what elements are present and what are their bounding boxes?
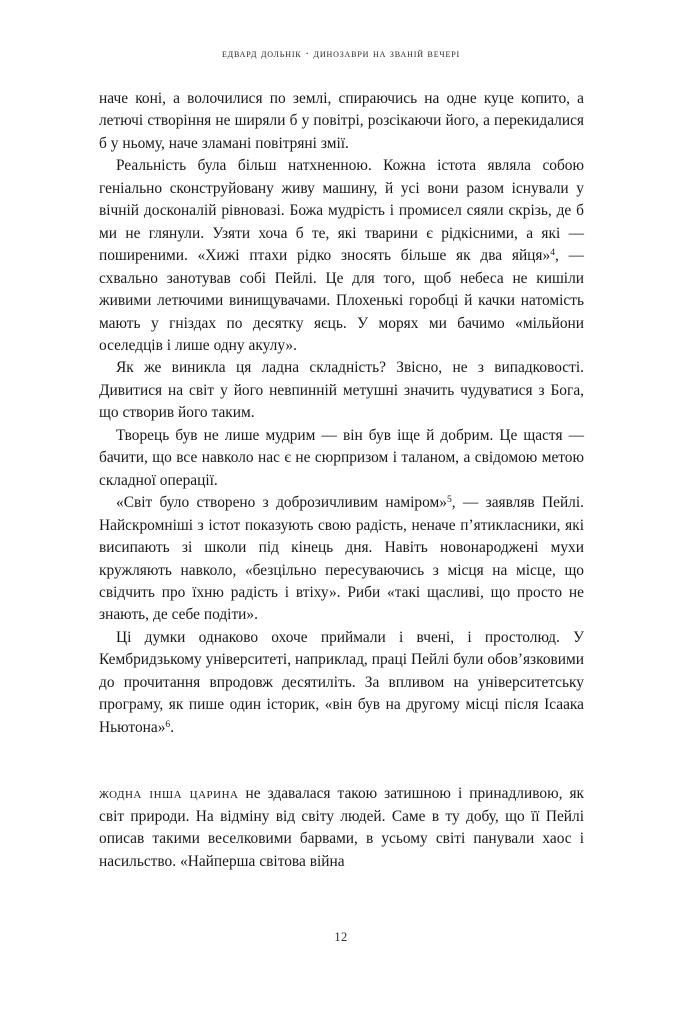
paragraph-7-opening-smallcaps: жодна інша царина [99,785,239,803]
text-block [99,88,584,873]
running-header-text: едвард дольнік · динозаври на званій вечері [221,48,461,60]
paragraph-4 [99,425,584,492]
paragraph-6 [99,627,584,739]
page-number: 12 [334,930,348,944]
footnote-marker-5: 5 [446,494,452,506]
paragraph-6-text-before-footnote: Ці думки однаково охоче приймали і вчені, і простолюд. У Кембридзькому університеті, наприклад, праці Пейлі були обов’язковими до прочитання впродовж десятиліть. За впливом на університетську програму, як пише один історик, «він був на другому місці після Ісаака Ньютона» [99,628,584,736]
section-break [99,739,584,783]
paragraph-4-text: Творець був не лише мудрим — він був іще й добрим. Це щастя — бачити, що все навколо нас є не сюрпризом і таланом, а свідомою метою складної операції. [99,426,584,489]
paragraph-7-text: не здавалася такою затишною і принадливою, як світ природи. На відміну від світу людей. Саме в ту добу, що її Пейлі описав такими веселковими барвами, в усьому світі панували хаос і насильство. «Найперша світова війна [99,785,584,870]
paragraph-3-text: Як же виникла ця ладна складність? Звісно, не з випадковості. Дивитися на світ у його невпинній метушні значить чудуватися з Бога, що створив його таким. [99,359,584,422]
footnote-marker-4: 4 [550,247,555,259]
paragraph-2-text-before-footnote: Реальність була більш натхненною. Кожна істота являла собою геніально сконструйовану живу машину, й усі вони разом існували у вічній досконалій рівновазі. Божа мудрість і промисел сяяли скрізь, де б ми не глянули. Узяти хоча б те, які тварини є рідкісними, а які — поширеними. «Хижі птахи рідко зносять більше як два яйця» [99,157,584,265]
footnote-marker-6: 6 [165,718,171,730]
paragraph-1-text: наче коні, а волочилися по землі, спираючись на одне куце копито, а летючі створіння не ширяли б у повітрі, розсікаючи його, а перекидалися б у ньому, наче зламані повітряні змії. [99,90,584,152]
paragraph-2-text-after-footnote: , — схвально занотував собі Пейлі. Це для того, щоб небеса не кишіли живими летючими винищувачами. Плохенькі горобці й качки натомість мають у гніздах по десятку яєць. У морях ми бачимо «мільйони оселедців і лише одну акулу». [99,247,584,354]
running-header [0,48,682,60]
paragraph-2 [99,155,584,357]
paragraph-5-text-after-footnote: , — заявляв Пейлі. Найскромніші з істот показують свою радість, неначе п’ятикласники, які висипають зі школи під кінець дня. Навіть новонароджені мухи кружляють навколо, «безцільно пересуваючись з місця на місце, що свідчить про їхню радість і втіху». Риби «такі щасливі, що просто не знають, де себе подіти». [99,494,584,624]
paragraph-1 [99,88,584,155]
paragraph-5-text-before-footnote: «Світ було створено з доброзичливим наміром» [116,494,447,512]
paragraph-7 [99,783,584,873]
paragraph-3 [99,357,584,424]
paragraph-6-text-after-footnote: . [170,718,175,736]
paragraph-5 [99,492,584,627]
